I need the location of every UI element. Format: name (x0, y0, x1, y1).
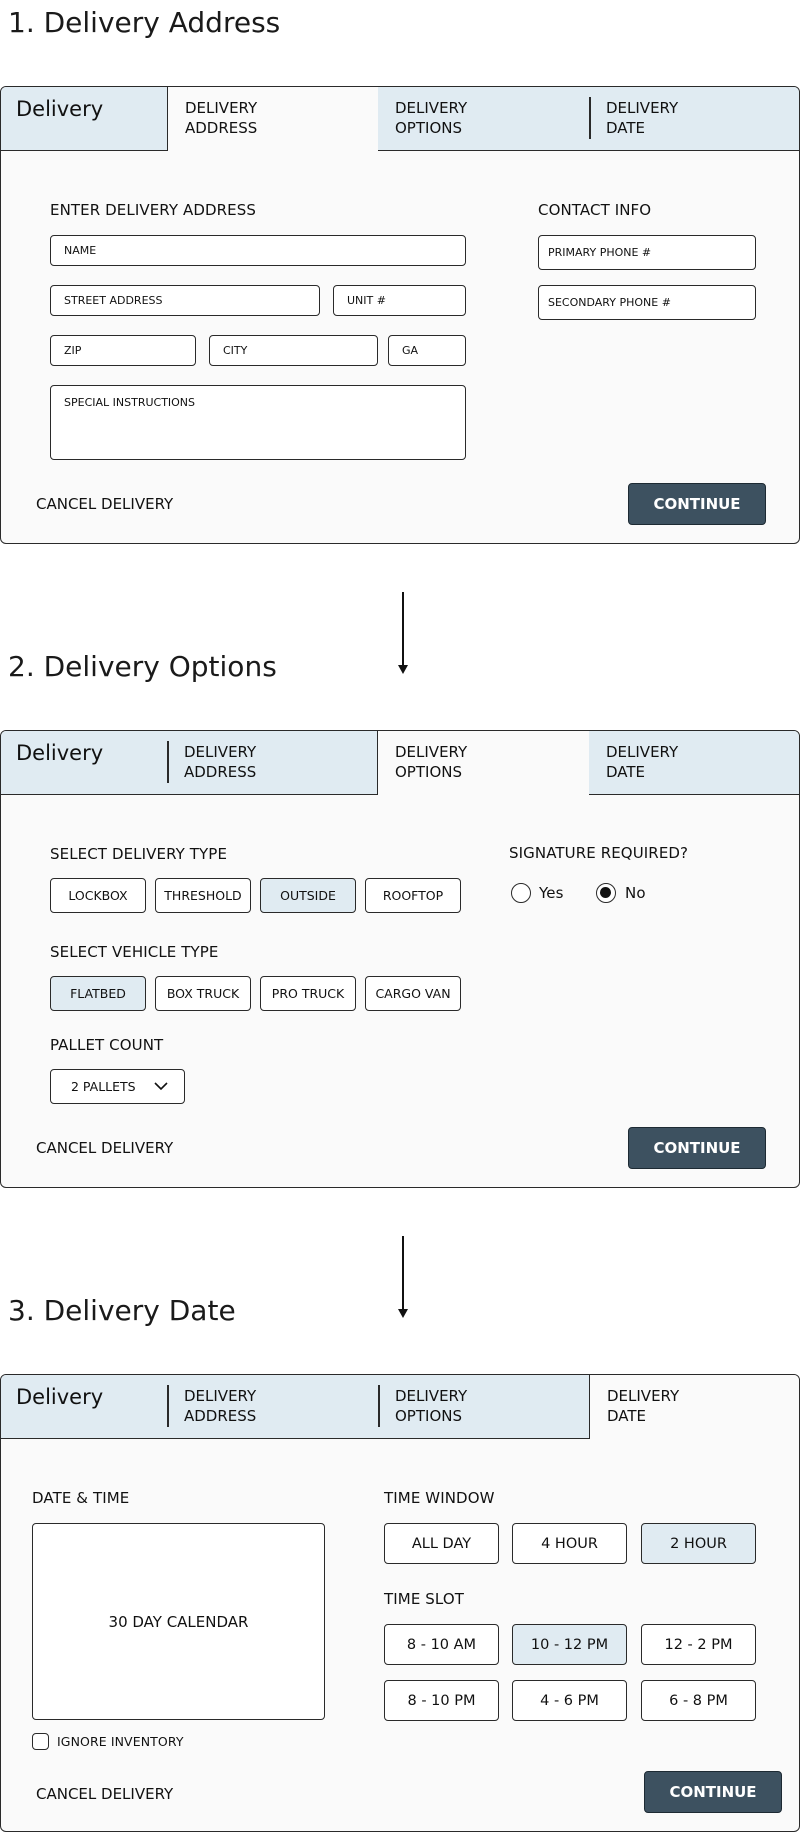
continue-button[interactable]: CONTINUE (628, 483, 766, 525)
ignore-inventory-label: IGNORE INVENTORY (57, 1734, 184, 1749)
signature-title: SIGNATURE REQUIRED? (509, 844, 689, 862)
calendar-picker[interactable]: 30 DAY CALENDAR (32, 1523, 325, 1720)
name-field[interactable]: NAME (50, 235, 466, 266)
special-instructions-field[interactable]: SPECIAL INSTRUCTIONS (50, 385, 466, 460)
tab-delivery-brand (1, 87, 168, 151)
vehicle-type-title: SELECT VEHICLE TYPE (50, 943, 219, 961)
chevron-down-icon (154, 1082, 168, 1091)
tab-delivery-date[interactable] (589, 731, 800, 795)
delivery-address-panel (0, 86, 800, 544)
time-window-all-day[interactable]: ALL DAY (384, 1523, 499, 1564)
state-field[interactable]: GA (388, 335, 466, 366)
vehicle-type-box-truck[interactable]: BOX TRUCK (155, 976, 251, 1011)
date-time-title: DATE & TIME (32, 1489, 130, 1507)
tab-label: DELIVERY OPTIONS (395, 99, 468, 137)
vehicle-type-pro-truck[interactable]: PRO TRUCK (260, 976, 356, 1011)
tab-delivery-date[interactable] (589, 1375, 800, 1439)
delivery-type-lockbox[interactable]: LOCKBOX (50, 878, 146, 913)
tab-label: DELIVERY DATE (606, 99, 679, 137)
tab-label: DELIVERY DATE (606, 743, 679, 781)
secondary-phone-field[interactable]: SECONDARY PHONE # (538, 285, 756, 320)
time-window-4-hour[interactable]: 4 HOUR (512, 1523, 627, 1564)
address-section-title: ENTER DELIVERY ADDRESS (50, 201, 256, 219)
time-window-title: TIME WINDOW (384, 1489, 495, 1507)
tab-label: DELIVERY OPTIONS (395, 1387, 468, 1425)
delivery-options-panel (0, 730, 800, 1188)
primary-phone-field[interactable]: PRIMARY PHONE # (538, 235, 756, 270)
continue-button[interactable]: CONTINUE (644, 1771, 782, 1813)
tab-delivery-date[interactable] (589, 87, 800, 151)
step-2-title: 2. Delivery Options (8, 650, 277, 683)
time-slot-12-2-pm[interactable]: 12 - 2 PM (641, 1624, 756, 1665)
tab-label: DELIVERY OPTIONS (395, 743, 468, 781)
tab-strip (1, 87, 799, 151)
pallet-count-select[interactable] (50, 1069, 185, 1104)
signature-no-radio[interactable] (596, 883, 616, 903)
tab-delivery-address[interactable] (167, 87, 379, 151)
tab-label: DELIVERY DATE (607, 1387, 680, 1425)
step-1-title: 1. Delivery Address (8, 6, 281, 39)
delivery-type-title: SELECT DELIVERY TYPE (50, 845, 228, 863)
tab-delivery-options[interactable] (378, 1375, 590, 1439)
time-slot-6-8-pm[interactable]: 6 - 8 PM (641, 1680, 756, 1721)
tab-delivery-options[interactable] (377, 731, 590, 795)
tab-delivery-address[interactable] (167, 1375, 379, 1439)
vehicle-type-flatbed[interactable]: FLATBED (50, 976, 146, 1011)
panel-brand: Delivery (16, 97, 104, 121)
panel-brand: Delivery (16, 1385, 104, 1409)
flow-arrow-head (398, 1309, 408, 1318)
delivery-date-panel (0, 1374, 800, 1832)
tab-divider (167, 1385, 169, 1427)
vehicle-type-cargo-van[interactable]: CARGO VAN (365, 976, 461, 1011)
time-slot-4-6-pm[interactable]: 4 - 6 PM (512, 1680, 627, 1721)
tab-label: DELIVERY ADDRESS (185, 99, 258, 137)
tab-delivery-options[interactable] (378, 87, 590, 151)
zip-field[interactable]: ZIP (50, 335, 196, 366)
cancel-delivery-link[interactable]: CANCEL DELIVERY (36, 1139, 174, 1157)
contact-section-title: CONTACT INFO (538, 201, 652, 219)
pallet-count-title: PALLET COUNT (50, 1036, 164, 1054)
delivery-type-threshold[interactable]: THRESHOLD (155, 878, 251, 913)
time-slot-8-10-am[interactable]: 8 - 10 AM (384, 1624, 499, 1665)
delivery-type-rooftop[interactable]: ROOFTOP (365, 878, 461, 913)
step-3-title: 3. Delivery Date (8, 1294, 236, 1327)
cancel-delivery-link[interactable]: CANCEL DELIVERY (36, 495, 174, 513)
tab-label: DELIVERY ADDRESS (184, 1387, 257, 1425)
flow-arrow-line (402, 592, 404, 665)
ignore-inventory-checkbox[interactable] (32, 1733, 49, 1750)
tab-delivery-brand (1, 1375, 168, 1439)
flow-arrow-line (402, 1236, 404, 1309)
signature-no-label: No (625, 884, 646, 902)
street-address-field[interactable]: STREET ADDRESS (50, 285, 320, 316)
delivery-type-outside[interactable]: OUTSIDE (260, 878, 356, 913)
panel-brand: Delivery (16, 741, 104, 765)
signature-yes-label: Yes (539, 884, 564, 902)
time-slot-title: TIME SLOT (384, 1590, 464, 1608)
radio-selected-dot (600, 887, 611, 898)
tab-divider (167, 741, 169, 783)
tab-divider (589, 97, 591, 139)
time-slot-8-10-pm[interactable]: 8 - 10 PM (384, 1680, 499, 1721)
tab-label: DELIVERY ADDRESS (184, 743, 257, 781)
flow-arrow-head (398, 665, 408, 674)
time-window-2-hour[interactable]: 2 HOUR (641, 1523, 756, 1564)
tab-strip (1, 731, 799, 795)
tab-strip (1, 1375, 799, 1439)
tab-divider (378, 1385, 380, 1427)
time-slot-10-12-pm[interactable]: 10 - 12 PM (512, 1624, 627, 1665)
tab-delivery-address[interactable] (167, 731, 378, 795)
pallet-count-value: 2 PALLETS (71, 1079, 136, 1094)
city-field[interactable]: CITY (209, 335, 378, 366)
continue-button[interactable]: CONTINUE (628, 1127, 766, 1169)
signature-yes-radio[interactable] (511, 883, 531, 903)
unit-field[interactable]: UNIT # (333, 285, 466, 316)
cancel-delivery-link[interactable]: CANCEL DELIVERY (36, 1785, 174, 1803)
